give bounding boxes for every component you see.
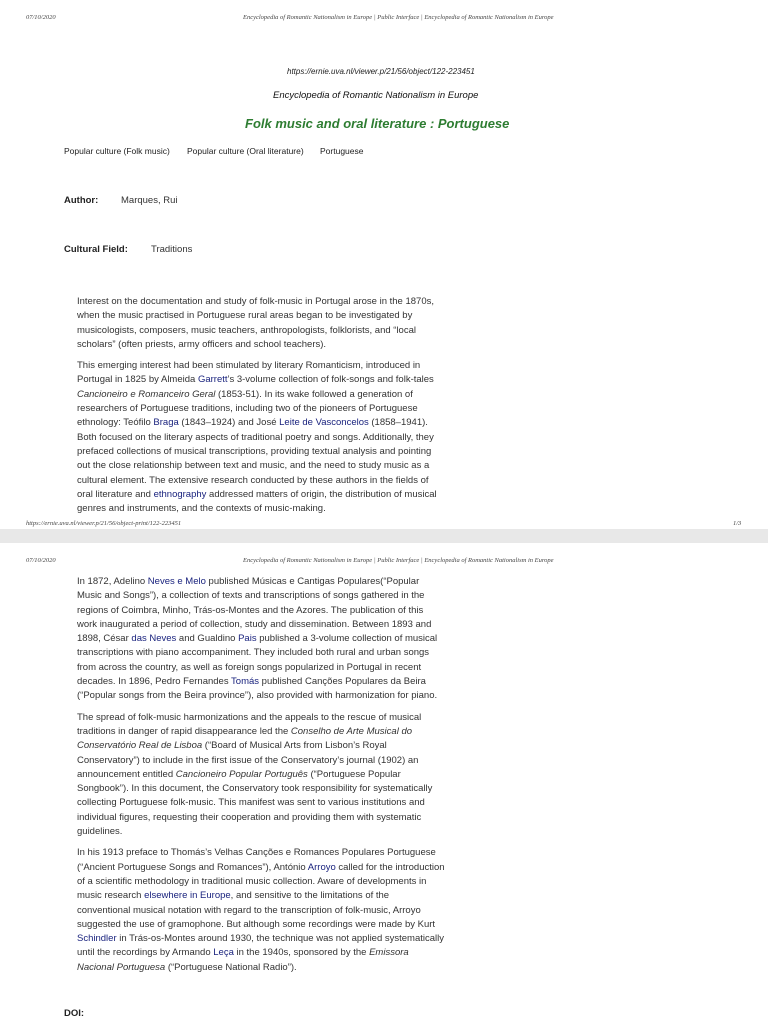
author-value: Marques, Rui [121, 195, 178, 206]
page2-header-title: Encyclopedia of Romantic Nationalism in Europe | Public Interface | Encyclopedia of Romantic Nationalism in Europe [243, 557, 554, 564]
page1-footer-page: 1/3 [733, 520, 742, 527]
page-separator [0, 529, 768, 543]
tag-folk-music[interactable]: Popular culture (Folk music) [64, 146, 170, 156]
link-elsewhere-in-europe[interactable]: elsewhere in Europe [144, 890, 231, 902]
page2-header-date: 07/10/2020 [26, 557, 56, 564]
tag-oral-literature[interactable]: Popular culture (Oral literature) [187, 146, 304, 156]
site-title: Encyclopedia of Romantic Nationalism in Europe [273, 90, 479, 101]
paragraph-2: This emerging interest had been stimulated by literary Romanticism, introduced in Portugal in 1825 by Almeida Garrett’s 3-volume collection of folk-songs and folk-tales Cancioneiro e Romanceiro Geral (1853-51). In its wake followed a generation of researchers of Portuguese traditions, including two of the pioneers of Portuguese ethnology: Teófilo Braga (1843–1924) and José Leite de Vasconcelos (1858–1941). Both focused on the literary aspects of traditional poetry and songs. Additionally, they prefaced collections of musical transcriptions, providing textual analysis and pointing out the close relationship between text and music, and the need to study music as a cultural element. The extensive research conducted by these authors in the fields of oral literature and ethnography addressed matters of origin, the distribution of musical genres and instruments, and the contexts of music-making. [77, 360, 437, 515]
link-arroyo[interactable]: Arroyo [307, 861, 336, 873]
cultural-field-label: Cultural Field: [64, 244, 128, 255]
paragraph-4: The spread of folk-music harmonizations and the appeals to the rescue of musical traditions in danger of rapid disappearance led the Conselho de Arte Musical do Conservatório Real de Lisboa (“Board of Musical Arts from Lisbon’s Royal Conservatory”) to include in the first issue of the Conservatory’s journal (1902) an announcement entitled Cancioneiro Popular Português (“Portuguese Popular Songbook”). In this document, the Conservatory took responsibility for systematically collecting Portuguese folk-music. This manifest was sent to various institutions and individual figures, requesting their cooperation and providing them with systematic guidelines. [77, 711, 433, 838]
link-neves-e-melo[interactable]: Neves e Melo [147, 576, 206, 587]
page1-header-date: 07/10/2020 [26, 14, 56, 21]
paragraph-1: Interest on the documentation and study of folk-music in Portugal arose in the 1870s, when the music practised in Portuguese rural areas began to be investigated by musicologists, composers, music teachers, anthropologists, folklorists, and “local scholars” (often priests, army officers and school teachers). [77, 296, 434, 350]
link-das-neves[interactable]: das Neves [131, 633, 177, 645]
article-title: Folk music and oral literature : Portuguese [245, 116, 510, 131]
page1-header-title: Encyclopedia of Romantic Nationalism in Europe | Public Interface | Encyclopedia of Romantic Nationalism in Europe [243, 14, 554, 21]
paragraph-5: In his 1913 preface to Thomás’s Velhas Canções e Romances Populares Portuguese (“Ancient Portuguese Songs and Romances”), António Arroyo called for the introduction of a scientific methodology in traditional music collection. Aware of developments in music research elsewhere in Europe, and sensitive to the limitations of the conventional musical notation with regard to the transcription of folk-music, Arroyo suggested the use of gramophone. But although some recordings were made by Kurt Schindler in Trás-os-Montes around 1930, the technique was not applied systematically until the recordings by Armando Leça in the 1940s, sponsored by the Emissora Nacional Portuguesa (“Portuguese National Radio”). [77, 847, 445, 973]
page1-footer-url: https://ernie.uva.nl/viewer.p/21/56/object-print/122-223451 [26, 520, 182, 527]
author-label: Author: [64, 195, 99, 206]
page2-body [77, 575, 445, 982]
link-garrett[interactable]: Garrett [197, 374, 228, 386]
link-schindler[interactable]: Schindler [77, 933, 117, 945]
doi-label: DOI: [64, 1008, 85, 1019]
link-leca[interactable]: Leça [213, 947, 234, 959]
link-tomas[interactable]: Tomás [231, 676, 260, 688]
tag-portuguese[interactable]: Portuguese [320, 146, 364, 156]
link-pais[interactable]: Pais [238, 633, 257, 645]
cultural-field-value: Traditions [151, 244, 193, 255]
link-ethnography[interactable]: ethnography [153, 488, 207, 500]
page1-body [77, 295, 445, 523]
link-leite-de-vasconcelos[interactable]: Leite de Vasconcelos [279, 417, 369, 429]
source-url[interactable]: https://ernie.uva.nl/viewer.p/21/56/object/122-223451 [287, 67, 475, 76]
paragraph-3: In 1872, Adelino Neves e Melo published Músicas e Cantigas Populares(“Popular Music and Songs”), a collection of texts and transcriptions of songs gathered in the regions of Coimbra, Minho, Trás-os-Montes and the Azores. The publication of this work inaugurated a period of collection, study and dissemination. Between 1893 and 1898, César das Neves and Gualdino Pais published a 3-volume collection of musical transcriptions with piano accompaniment. They included both rural and urban songs from across the country, as well as foreign songs popularized in Portugal in recent decades. In 1896, Pedro Fernandes Tomás published Canções Populares da Beira (“Popular songs from the Beira province”), also provided with harmonization for piano. [77, 576, 438, 702]
link-braga[interactable]: Braga [153, 417, 179, 429]
